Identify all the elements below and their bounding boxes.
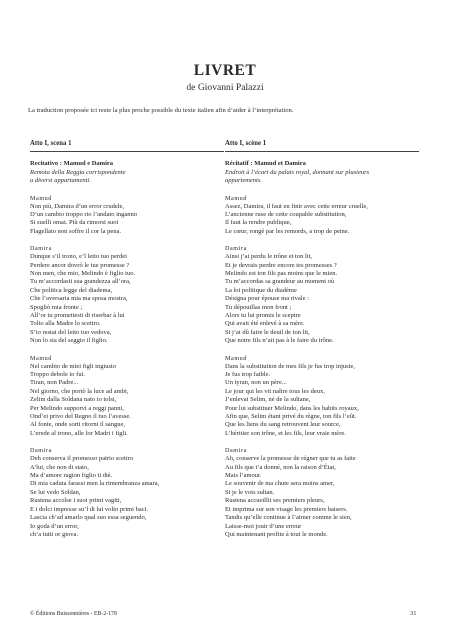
verse-line: J’enlevai Selim, né de la sultane, [225, 396, 311, 404]
verse-line: Ah, conserve la promesse de régner que tu as faite [225, 455, 356, 463]
verse-line: Di mia caduta farassi men la rimembranza amara, [30, 480, 160, 488]
verse-line: Ond’ei privo del Regno il tuo l’avesse. [30, 413, 131, 421]
verse-line: Rustena accolse i suoi primi vagiti, [30, 497, 122, 505]
verse-line: Zelim dalla Soldana nato io tolsi, [30, 396, 117, 404]
verse-line: Tiran, non Padre... [30, 379, 79, 387]
verse-line: Assez, Damira, il faut en finir avec cette erreur cruelle, [225, 202, 368, 210]
verse-line: Flagellato non soffre il cor la pena. [30, 227, 122, 235]
verse-line: Si suelli omai. Più da rimorsi suoi [30, 219, 119, 227]
page-title: LIVRET [193, 62, 257, 79]
verse-line: Désigna pour épouse ma rivale : [225, 295, 309, 303]
verse-line: L’erede al trono, alle lor Madri i figli. [30, 429, 128, 437]
verse-line: Non più, Damira d’un error crudele, [30, 202, 125, 210]
recitative-title: Recitativo : Mamud e Damira [30, 160, 114, 167]
speaker-name: Mamud [225, 355, 247, 362]
verse-line: L’héritier son trône, et les fils, leur vraie mère. [225, 429, 346, 437]
verse-line: Per Melindo supporvi a reggi panni, [30, 404, 124, 412]
verse-line: Le jour qui les vit naître tous les deux, [225, 387, 325, 395]
stage-direction [30, 169, 224, 186]
page-subtitle: de Giovanni Palazzi [186, 82, 264, 93]
verse-line: E i dolci impresse su’l di lui volto primi baci. [30, 505, 149, 513]
verse-line: Non men, che mio, Melindo è figlio tuo. [30, 269, 136, 277]
verse-line: Tu dépouillas mon front ; [225, 303, 292, 311]
french-column [225, 139, 419, 539]
stage-direction-line: appartements. [225, 177, 263, 184]
verse-line: Nel cambio de miei figli ingiusto [30, 362, 117, 370]
verse-line: Que les liens du sang retrouvent leur source, [225, 421, 341, 429]
verse-line: Afin que, Selim étant privé du règne, ton fils l’eût. [225, 413, 357, 421]
verse-line: La loi politique du diadème [225, 286, 297, 294]
speaker-name: Mamud [30, 355, 52, 362]
verse-line: Laisse-moi jouir d’une erreur [225, 522, 302, 530]
verse-line: S’io restai del letto tuo vedova, [30, 328, 112, 336]
speaker-name: Damira [30, 246, 52, 253]
scene-heading: Atto I, scène 1 [225, 139, 419, 152]
verse-line: Dans la substitution de mes fils je fus trop injuste, [225, 362, 355, 370]
intro-text: La traduction proposée ici reste la plus proche possible du texte italien afin d’aider à l’interprétation. [28, 107, 294, 114]
stage-direction-line: Endroit à l’écart du palais royal, donnant sur plusieurs [225, 168, 370, 176]
verse-line: Je fus trop faible. [225, 371, 271, 378]
speaker-name: Mamud [30, 195, 52, 202]
verse-line: Deh conserva il promesso patrio scettro [30, 455, 134, 463]
verse-line: Io goda d’un error, [30, 522, 79, 530]
verse-line: Perdere ancor dovrò le tue promesse ? [30, 261, 130, 269]
verse-line: Melindo est ton fils pas moins que le mien. [225, 269, 338, 277]
verse-line: Que notre fils n’ait pas à le faire du trône. [225, 337, 334, 345]
verse-line: Un tyran, non un père... [225, 379, 287, 387]
verse-line: Tolto alla Madre lo scettro. [30, 320, 101, 328]
verse-line: ch’a tutti or giova. [30, 530, 79, 538]
verse-line: Ainsi j’ai perdu le trône et ton lit, [225, 253, 313, 261]
verse-line: Lascia ch’ad amarlo qual suo essa seguendo, [30, 514, 147, 522]
verse-line: D’un cambio troppo rio l’andato inganno [30, 210, 138, 218]
verse-line: Ma d’amore ragion figlio ti diè. [30, 472, 113, 480]
recitative-block [30, 160, 224, 186]
verse-line: Rustena accueillit ses premiers pleurs, [225, 497, 325, 505]
verse-line: Si je le vois sultan. [225, 488, 275, 496]
verse-line: Et je devrais perdre encore tes promesses ? [225, 261, 337, 269]
verse-line: Che politica legge del diadema, [30, 286, 113, 294]
verse-line: Non lo sia del seggio il figlio. [30, 337, 108, 345]
verse-line: Spogliò mia fronte ; [30, 303, 83, 311]
verse-line: Nel giorno, che portò la luce ad ambi, [30, 387, 129, 395]
speaker-name: Damira [225, 246, 247, 253]
verse-line: Tu m’accordasti sua grandezza all’ora, [30, 278, 131, 286]
verse-line: Tu m’accordas sa grandeur au moment où [225, 278, 335, 286]
verse-line: Se lui vedo Soldan, [30, 488, 81, 496]
verse-line: All’or tu promettesti di riserbar à lui [30, 311, 125, 319]
verse-line: Le souvenir de ma chute sera moins amer, [225, 480, 335, 488]
speaker-name: Mamud [225, 195, 247, 202]
verse-line: Qui avait été enlevé à sa mère. [225, 320, 305, 328]
verse-line: Pour lui substituer Melindo, dans les habits royaux, [225, 404, 359, 412]
verse-line: Troppo debole io fui. [30, 371, 86, 378]
verse-line: Che l’aversaria mia ma sposa mostra, [30, 295, 128, 303]
stage-direction-line: Remota della Reggia corrispondente [30, 168, 126, 176]
page-number: 31 [410, 610, 417, 617]
verse-line: Dunque s’il trono, e’l letto tuo perdei [30, 253, 127, 261]
stage-direction-line: a diversi appartamenti. [30, 177, 91, 184]
verse-line: Si j’ai dû faire le deuil de ton lit, [225, 328, 310, 336]
verse-line: Et imprima sur son visage les premiers baisers. [225, 505, 348, 513]
footer-credit: © Éditions Buissonnières - EB-2-178 [30, 611, 117, 617]
verse-line: Au fils que t’a donné, non la raison d’État, [225, 463, 336, 471]
verse-line: Alors tu lui promis le sceptre [225, 311, 301, 319]
recitative-block [225, 160, 419, 186]
verse-line: Mais l’amour. [225, 472, 262, 480]
verse-line: Le cœur, rongé par les remords, a trop de peine. [225, 227, 350, 235]
recitative-title: Récitatif : Mamud et Damira [225, 160, 306, 167]
verse-line: Il faut la rendre publique, [225, 219, 292, 227]
speaker-name: Damira [30, 448, 52, 455]
verse-line: L’ancienne ruse de cette coupable substitution, [225, 210, 347, 218]
speaker-name: Damira [225, 448, 247, 455]
verse-line: Tandis qu’elle continue à l’aimer comme le sien, [225, 514, 352, 522]
scene-heading: Atto I, scena 1 [30, 139, 224, 152]
verse-line: Al fonte, onde sorti ritorni il sangue, [30, 421, 125, 429]
verse-line: A’lui, che non di stato, [30, 463, 89, 471]
italian-column [30, 139, 224, 539]
verse-line: Qui maintenant profite à tout le monde. [225, 530, 328, 538]
stage-direction [225, 169, 419, 186]
